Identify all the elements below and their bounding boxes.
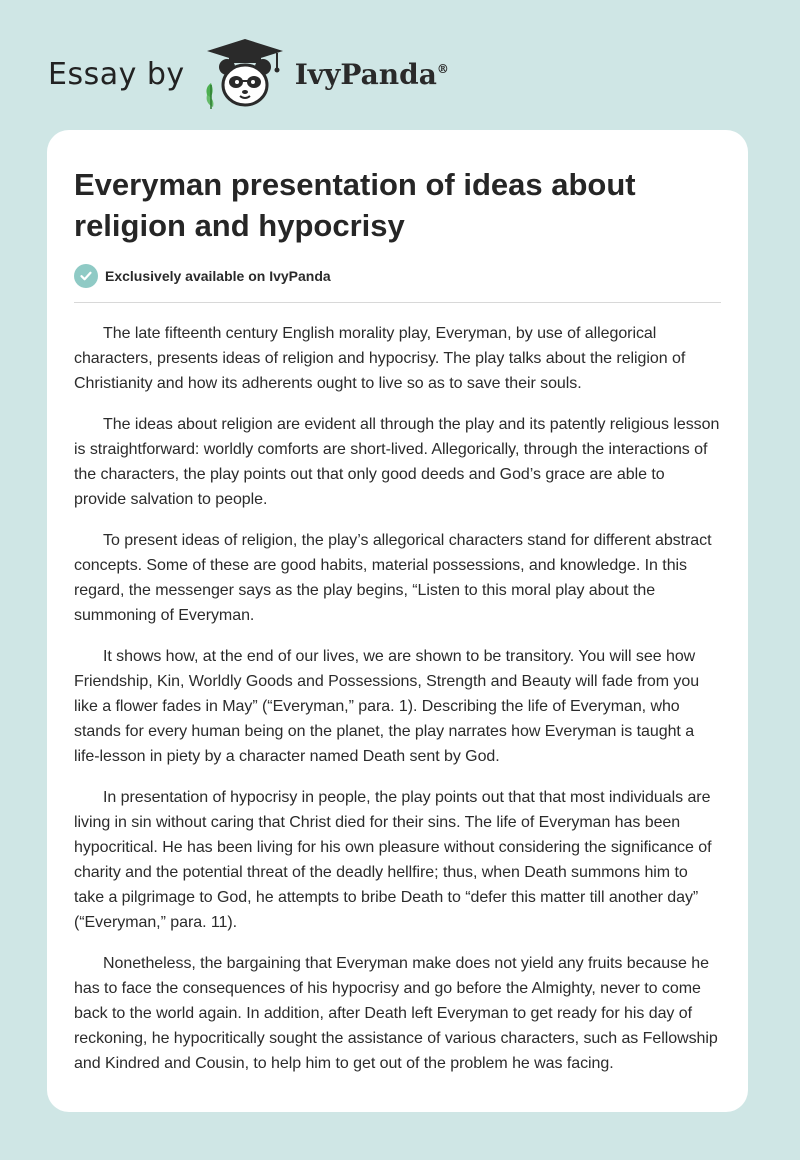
badge-label: Exclusively available on IvyPanda <box>105 268 331 284</box>
page-title: Everyman presentation of ideas about religion and hypocrisy <box>74 167 636 243</box>
brand-name: IvyPanda® <box>294 57 449 91</box>
ivypanda-logo[interactable] <box>199 37 449 111</box>
essay-body <box>74 321 721 1076</box>
paragraph: To present ideas of religion, the play’s allegorical characters stand for different abstract concepts. Some of these are good habits, material possessions, and knowledge. In this regard, the messenger says as the play begins, “Listen to this moral play about the summoning of Everyman. <box>74 532 712 624</box>
essay-by-label: Essay by <box>48 56 185 92</box>
paragraph: In presentation of hypocrisy in people, the play points out that that most individuals are living in sin without caring that Christ died for their sins. The life of Everyman has been hypocritical. He has been living for his own pleasure without considering the significance of charity and the potential threat of the deadly hellfire; thus, when Death summons him to take a pilgrimage to God, he attempts to bribe Death to “defer this matter till another day” (“Everyman,” para. 11). <box>74 789 712 931</box>
paragraph: Nonetheless, the bargaining that Everyman make does not yield any fruits because he has to face the consequences of his hypocrisy and go before the Almighty, never to come back to the world again. In addition, after Death left Everyman to get ready for his day of reckoning, he hypocritically sought the assistance of various characters, such as Fellowship and Kindred and Cousin, to help him to get out of the problem he was facing. <box>74 955 718 1072</box>
exclusive-badge <box>74 264 721 303</box>
paragraph: The ideas about religion are evident all through the play and its patently religious lesson is straightforward: worldly comforts are short-lived. Allegorically, through the interactions of the characters, the play points out that only good deeds and God’s grace are able to provide salvation to people. <box>74 416 720 508</box>
paragraph: It shows how, at the end of our lives, we are shown to be transitory. You will see how Friendship, Kin, Worldly Goods and Possessions, Strength and Beauty will fade from you like a flower fades in May” (“Everyman,” para. 1). Describing the life of Everyman, who stands for every human being on the planet, the play narrates how Everyman is taught a life-lesson in piety by a character named Death sent by God. <box>74 648 700 765</box>
site-header <box>48 34 449 114</box>
paragraph: The late fifteenth century English morality play, Everyman, by use of allegorical characters, presents ideas of religion and hypocrisy. The play talks about the religion of Christianity and how its adherents ought to live so as to save their souls. <box>74 325 686 392</box>
check-icon <box>74 264 98 288</box>
registered-mark: ® <box>436 61 449 76</box>
essay-card <box>47 130 748 1112</box>
panda-logo-icon <box>199 37 291 111</box>
